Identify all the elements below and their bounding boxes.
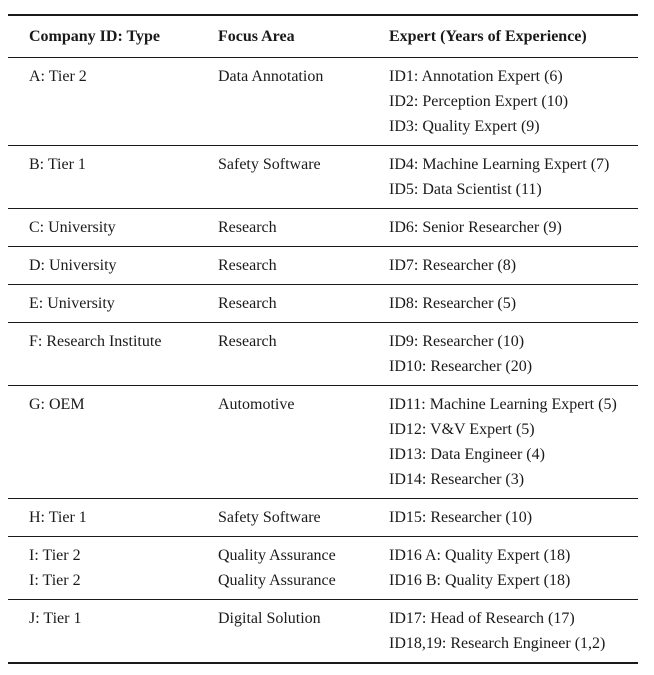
focus-cell xyxy=(218,285,389,323)
focus-area: Safety Software xyxy=(218,156,321,173)
expert-table xyxy=(8,14,638,664)
company-cell xyxy=(8,323,218,386)
focus-cell xyxy=(218,58,389,146)
company-type: F: Research Institute xyxy=(29,333,162,350)
focus-cell xyxy=(218,247,389,285)
expert-entry: ID10: Researcher (20) xyxy=(389,358,533,375)
company-cell xyxy=(8,537,218,600)
company-cell xyxy=(8,58,218,146)
expert-cell xyxy=(389,209,638,247)
expert-entry: ID7: Researcher (8) xyxy=(389,257,517,274)
table-row xyxy=(8,386,638,499)
focus-area: Data Annotation xyxy=(218,68,324,85)
focus-area: Quality Assurance xyxy=(218,572,336,589)
company-type: G: OEM xyxy=(29,396,85,413)
table-header-row xyxy=(8,15,638,58)
expert-entry: ID4: Machine Learning Expert (7) xyxy=(389,156,610,173)
company-cell xyxy=(8,247,218,285)
expert-cell xyxy=(389,323,638,386)
company-type: C: University xyxy=(29,219,116,236)
expert-cell xyxy=(389,146,638,209)
expert-entry: ID8: Researcher (5) xyxy=(389,295,517,312)
focus-cell xyxy=(218,146,389,209)
expert-cell xyxy=(389,537,638,600)
expert-cell xyxy=(389,499,638,537)
table-row xyxy=(8,58,638,146)
table-row xyxy=(8,285,638,323)
company-type: J: Tier 1 xyxy=(29,610,82,627)
table-row xyxy=(8,247,638,285)
table-row xyxy=(8,600,638,664)
header-company: Company ID: Type xyxy=(29,28,160,45)
expert-entry: ID9: Researcher (10) xyxy=(389,333,525,350)
expert-entry: ID18,19: Research Engineer (1,2) xyxy=(389,635,606,652)
expert-entry: ID2: Perception Expert (10) xyxy=(389,93,569,110)
focus-cell xyxy=(218,209,389,247)
focus-cell xyxy=(218,386,389,499)
header-focus-area: Focus Area xyxy=(218,28,295,45)
expert-entry: ID11: Machine Learning Expert (5) xyxy=(389,396,617,413)
expert-cell xyxy=(389,58,638,146)
focus-cell xyxy=(218,537,389,600)
expert-entry: ID3: Quality Expert (9) xyxy=(389,118,540,135)
focus-area: Research xyxy=(218,257,277,274)
focus-area: Quality Assurance xyxy=(218,547,336,564)
company-cell xyxy=(8,600,218,664)
company-cell xyxy=(8,285,218,323)
company-type: I: Tier 2 xyxy=(29,572,81,589)
focus-area: Safety Software xyxy=(218,509,321,526)
focus-area: Automotive xyxy=(218,396,295,413)
company-type: A: Tier 2 xyxy=(29,68,87,85)
expert-cell xyxy=(389,600,638,664)
header-expert: Expert (Years of Experience) xyxy=(389,28,587,45)
company-cell xyxy=(8,146,218,209)
expert-entry: ID13: Data Engineer (4) xyxy=(389,446,545,463)
expert-entry: ID1: Annotation Expert (6) xyxy=(389,68,563,85)
company-cell xyxy=(8,386,218,499)
expert-cell xyxy=(389,247,638,285)
expert-entry: ID14: Researcher (3) xyxy=(389,471,525,488)
company-cell xyxy=(8,209,218,247)
focus-cell xyxy=(218,600,389,664)
expert-entry: ID16 A: Quality Expert (18) xyxy=(389,547,571,564)
focus-area: Digital Solution xyxy=(218,610,321,627)
company-type: B: Tier 1 xyxy=(29,156,86,173)
expert-cell xyxy=(389,386,638,499)
focus-area: Research xyxy=(218,333,277,350)
expert-entry: ID12: V&V Expert (5) xyxy=(389,421,535,438)
focus-cell xyxy=(218,499,389,537)
company-type: H: Tier 1 xyxy=(29,509,87,526)
focus-area: Research xyxy=(218,295,277,312)
expert-cell xyxy=(389,285,638,323)
table-row xyxy=(8,499,638,537)
focus-cell xyxy=(218,323,389,386)
table-row xyxy=(8,537,638,600)
table-body xyxy=(8,58,638,664)
table-row xyxy=(8,209,638,247)
table-row xyxy=(8,323,638,386)
focus-area: Research xyxy=(218,219,277,236)
table-row xyxy=(8,146,638,209)
company-type: I: Tier 2 xyxy=(29,547,81,564)
expert-entry: ID5: Data Scientist (11) xyxy=(389,181,542,198)
company-type: D: University xyxy=(29,257,117,274)
company-type: E: University xyxy=(29,295,115,312)
company-cell xyxy=(8,499,218,537)
expert-entry: ID6: Senior Researcher (9) xyxy=(389,219,562,236)
expert-entry: ID16 B: Quality Expert (18) xyxy=(389,572,571,589)
expert-entry: ID15: Researcher (10) xyxy=(389,509,533,526)
expert-entry: ID17: Head of Research (17) xyxy=(389,610,575,627)
